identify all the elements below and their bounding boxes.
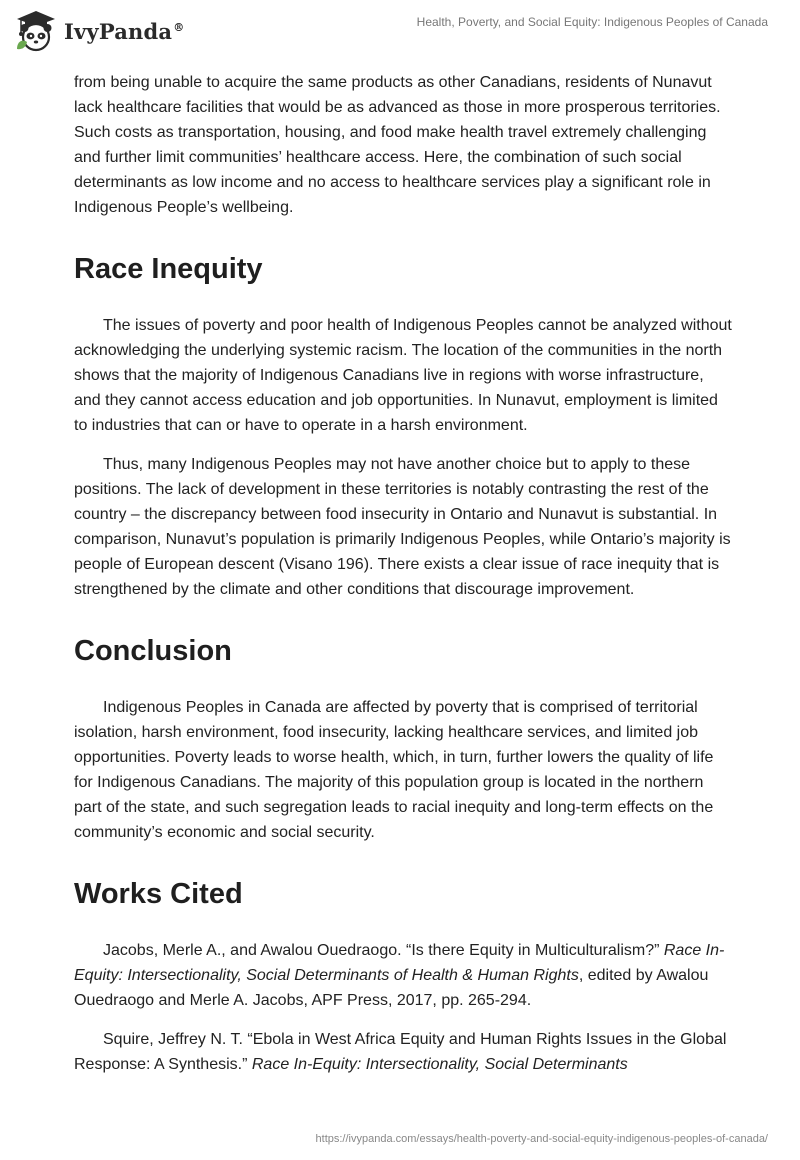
paragraph-continued: from being unable to acquire the same products as other Canadians, residents of Nunavut lack healthcare facilities that would be as advanced as those in more prosperous territories. Such costs as transportation, housing, and food make health travel extremely challenging and further limit communities’ healthcare access. Here, the combination of such social determinants as low income and no access to healthcare services play a significant role in Indigenous People’s wellbeing. xyxy=(74,74,721,216)
document-title: Health, Poverty, and Social Equity: Indigenous Peoples of Canada xyxy=(416,15,768,29)
heading-conclusion: Conclusion xyxy=(74,635,232,667)
citation-title: Race In-Equity: Intersectionality, Social Determinants of Health & Human Rights xyxy=(74,942,725,984)
heading-race-inequity: Race Inequity xyxy=(74,253,263,285)
citation-entry: Jacobs, Merle A., and Awalou Ouedraogo. “Is there Equity in Multiculturalism?” Race In-Equity: Intersectionality, Social Determinants of Health & Human Rights, edited by Awalou Ouedraogo and Merle A. Jacobs, APF Press, 2017, pp. 265-294. xyxy=(74,942,725,1009)
brand-name: IvyPanda® xyxy=(64,18,185,44)
essay-content xyxy=(74,70,734,1077)
paragraph-race-1: The issues of poverty and poor health of Indigenous Peoples cannot be analyzed without acknowledging the underlying systemic racism. The location of the communities in the north shows that the majority of Indigenous Canadians live in regions with worse infrastructure, and they cannot access education and job opportunities. In Nunavut, employment is limited to industries that can or have to operate in a harsh environment. xyxy=(74,317,732,434)
registered-mark: ® xyxy=(173,20,185,34)
paragraph-race-2: Thus, many Indigenous Peoples may not have another choice but to apply to these positions. The lack of development in these territories is notably contrasting the rest of the country – the discrepancy between food insecurity in Ontario and Nunavut is substantial. In comparison, Nunavut’s population is primarily Indigenous Peoples, while Ontario’s majority is people of European descent (Visano 196). There exists a clear issue of race inequity that is strengthened by the climate and other conditions that discourage improvement. xyxy=(74,456,731,598)
panda-graduate-icon xyxy=(14,9,58,53)
paragraph-conclusion: Indigenous Peoples in Canada are affected by poverty that is comprised of territorial isolation, harsh environment, food insecurity, lacking healthcare services, and limited job opportunities. Poverty leads to worse health, which, in turn, further lowers the quality of life for Indigenous Canadians. The majority of this population group is located in the northern part of the state, and such segregation leads to racial inequity and long-term effects on the community’s economic and social security. xyxy=(74,699,714,841)
page-header xyxy=(0,0,800,62)
ivypanda-logo[interactable] xyxy=(14,9,184,53)
source-url[interactable]: https://ivypanda.com/essays/health-poverty-and-social-equity-indigenous-peoples-of-canada/ xyxy=(315,1133,768,1145)
citation-entry: Squire, Jeffrey N. T. “Ebola in West Africa Equity and Human Rights Issues in the Global Response: A Synthesis.” Race In-Equity: Intersectionality, Social Determinants xyxy=(74,1031,727,1073)
heading-works-cited: Works Cited xyxy=(74,878,243,910)
citation-title: Race In-Equity: Intersectionality, Social Determinants xyxy=(251,1056,628,1073)
